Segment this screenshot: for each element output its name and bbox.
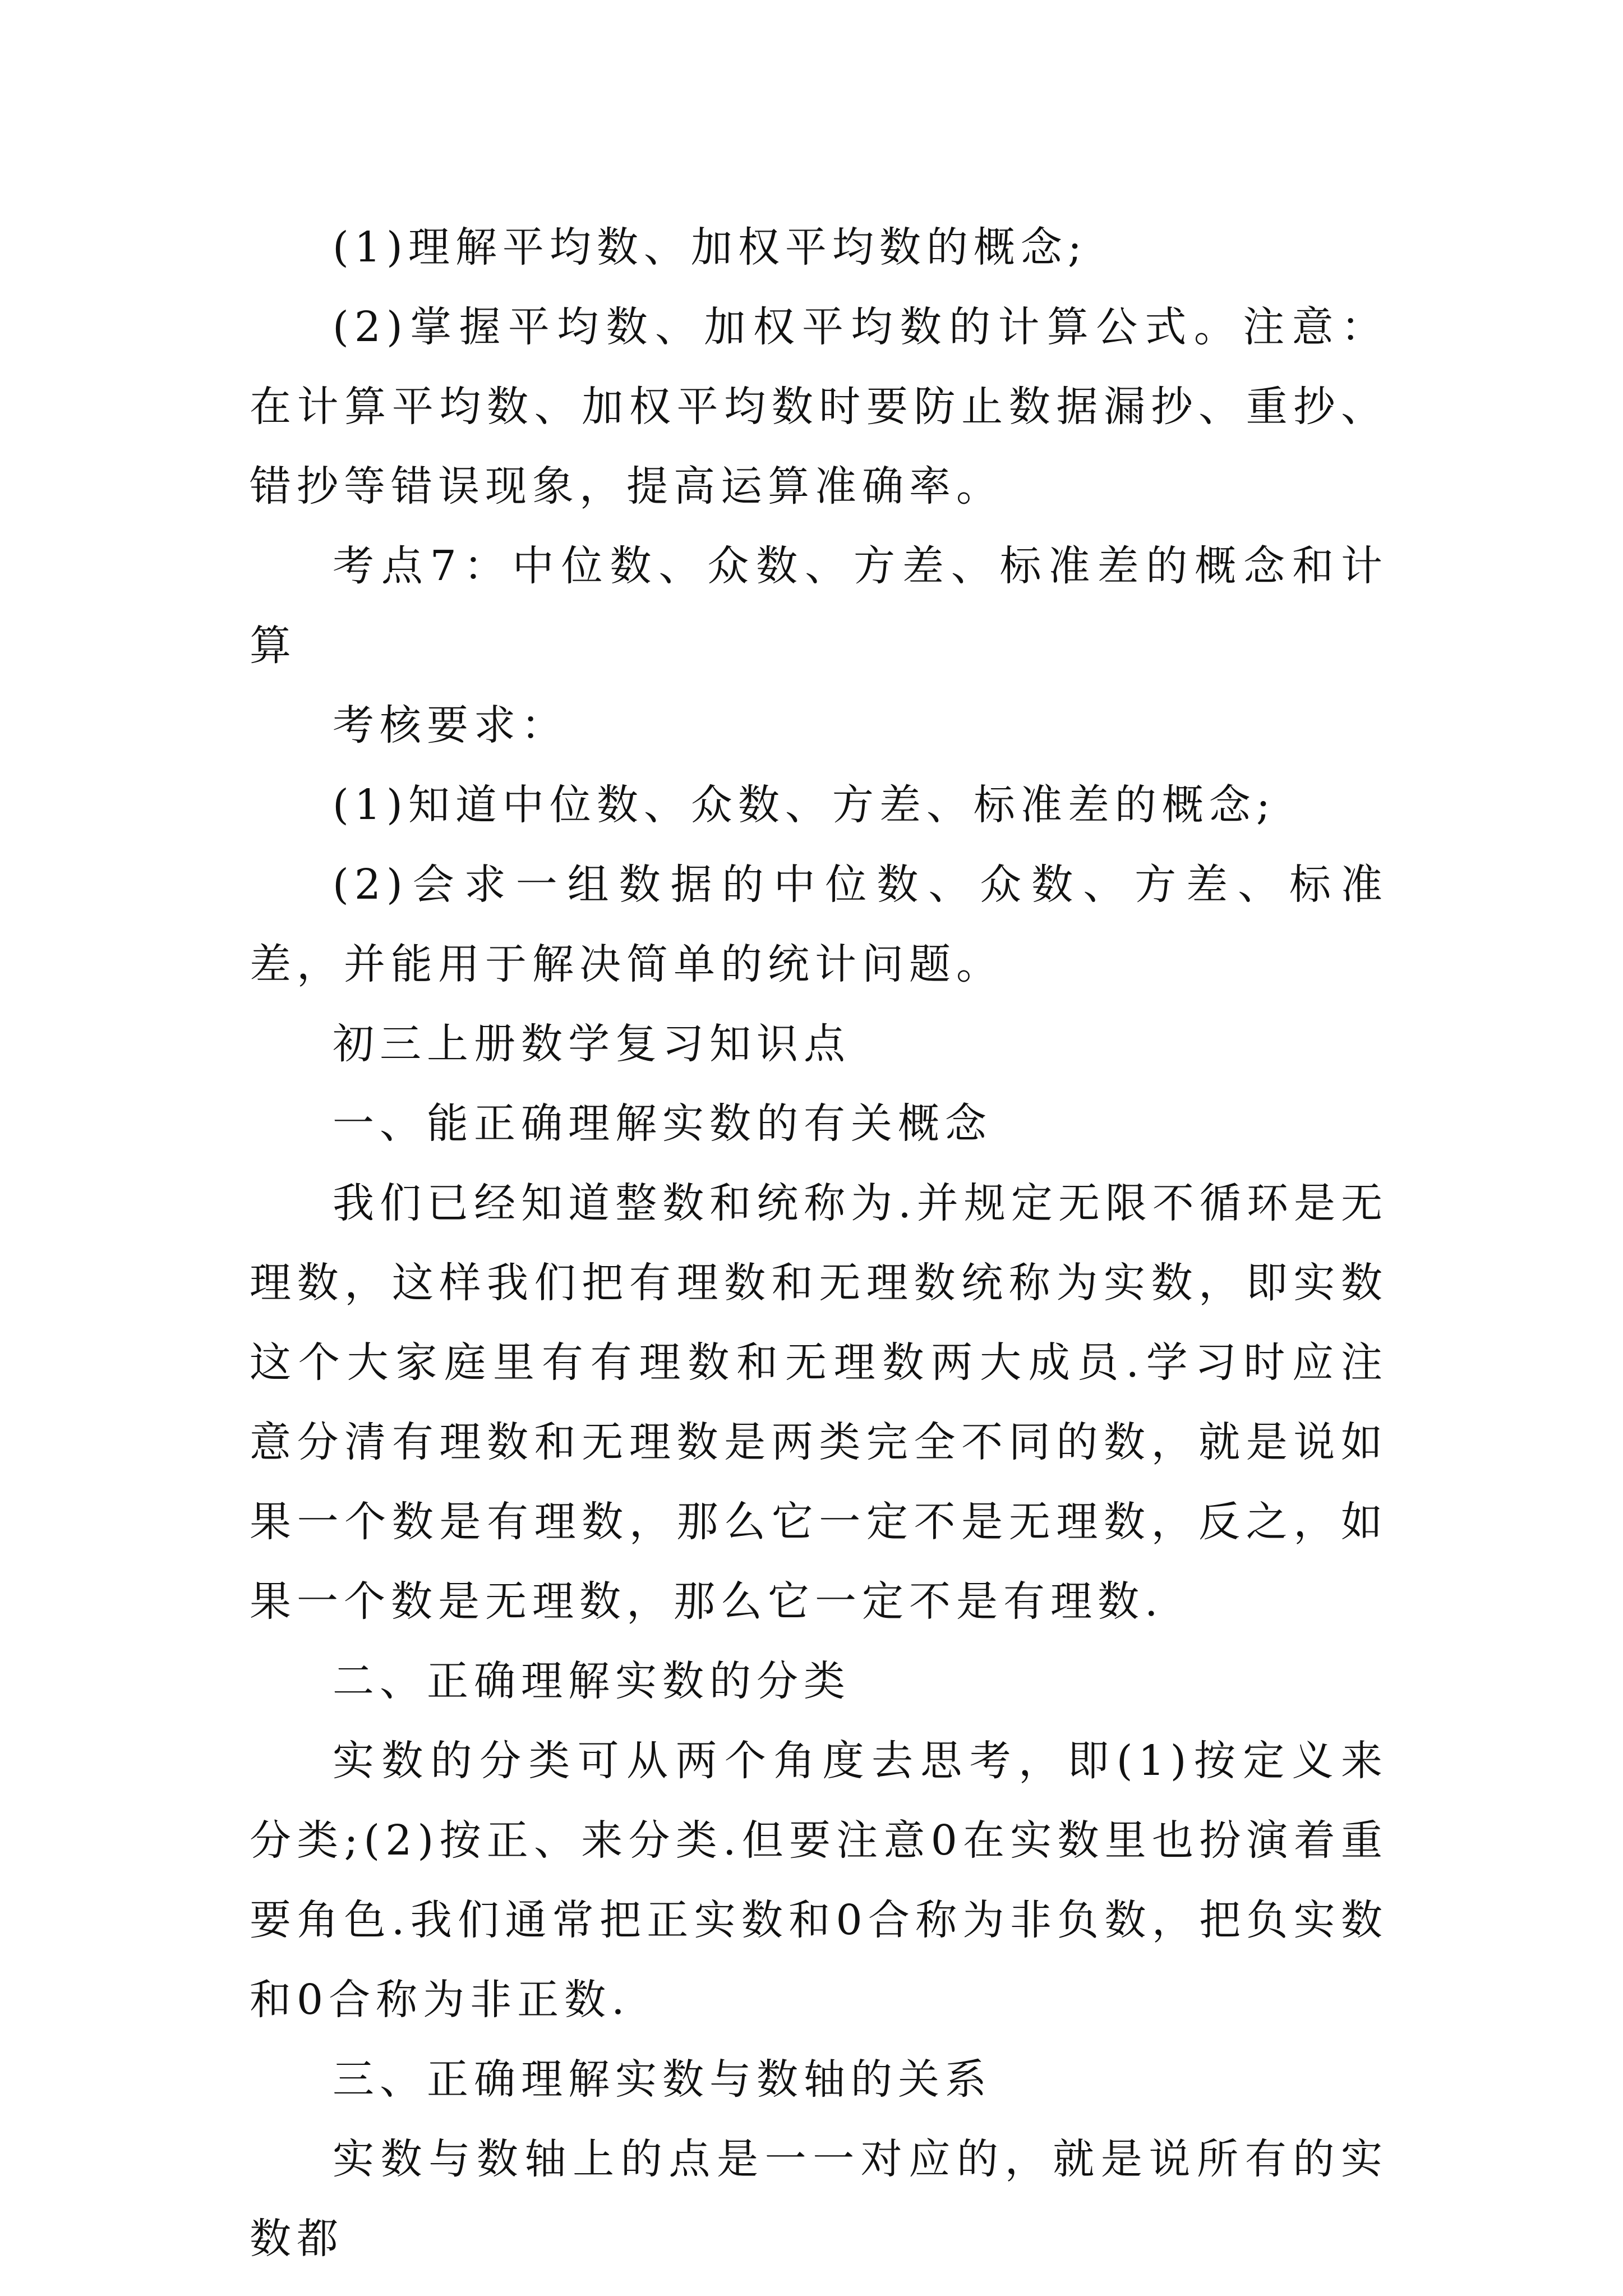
heading-real-number-axis: 三、正确理解实数与数轴的关系 xyxy=(333,2055,992,2104)
paragraph-real-number-classification: 实数的分类可从两个角度去思考，即(1)按定义来分类;(2)按正、来分类.但要注意0在实数里也扮演着重要角色.我们通常把正实数和0合称为非负数，把负实数和0合称为非正数. xyxy=(250,1737,1388,2024)
heading-real-number-concept: 一、能正确理解实数的有关概念 xyxy=(333,1099,992,1148)
paragraph-median-mode-compute: (2)会求一组数据的中位数、众数、方差、标准差，并能用于解决简单的统计问题。 xyxy=(250,861,1388,988)
heading-real-number-classification: 二、正确理解实数的分类 xyxy=(333,1657,851,1705)
section-title: 初三上册数学复习知识点 xyxy=(333,1020,851,1068)
paragraph-median-mode-concept: (1)知道中位数、众数、方差、标准差的概念; xyxy=(333,781,1276,829)
paragraph-requirements-label: 考核要求： xyxy=(333,701,568,749)
paragraph-real-number-concept: 我们已经知道整数和统称为.并规定无限不循环是无理数，这样我们把有理数和无理数统称为实数，即实数这个大家庭里有有理数和无理数两大成员.学习时应注意分清有理数和无理数是两类完全不同的数，就是说如果一个数是有理数，那么它一定不是无理数，反之，如果一个数是无理数，那么它一定不是有理数. xyxy=(250,1179,1388,1626)
paragraph-topic-7-heading: 考点7：中位数、众数、方差、标准差的概念和计算 xyxy=(250,542,1388,670)
paragraph-average-concept: (1)理解平均数、加权平均数的概念; xyxy=(333,223,1087,272)
paragraph-average-formula: (2)掌握平均数、加权平均数的计算公式。注意：在计算平均数、加权平均数时要防止数据漏抄、重抄、错抄等错误现象，提高运算准确率。 xyxy=(250,303,1388,510)
paragraph-real-number-axis: 实数与数轴上的点是一一对应的，就是说所有的实数都 xyxy=(250,2135,1388,2263)
document-page xyxy=(250,208,1388,2279)
